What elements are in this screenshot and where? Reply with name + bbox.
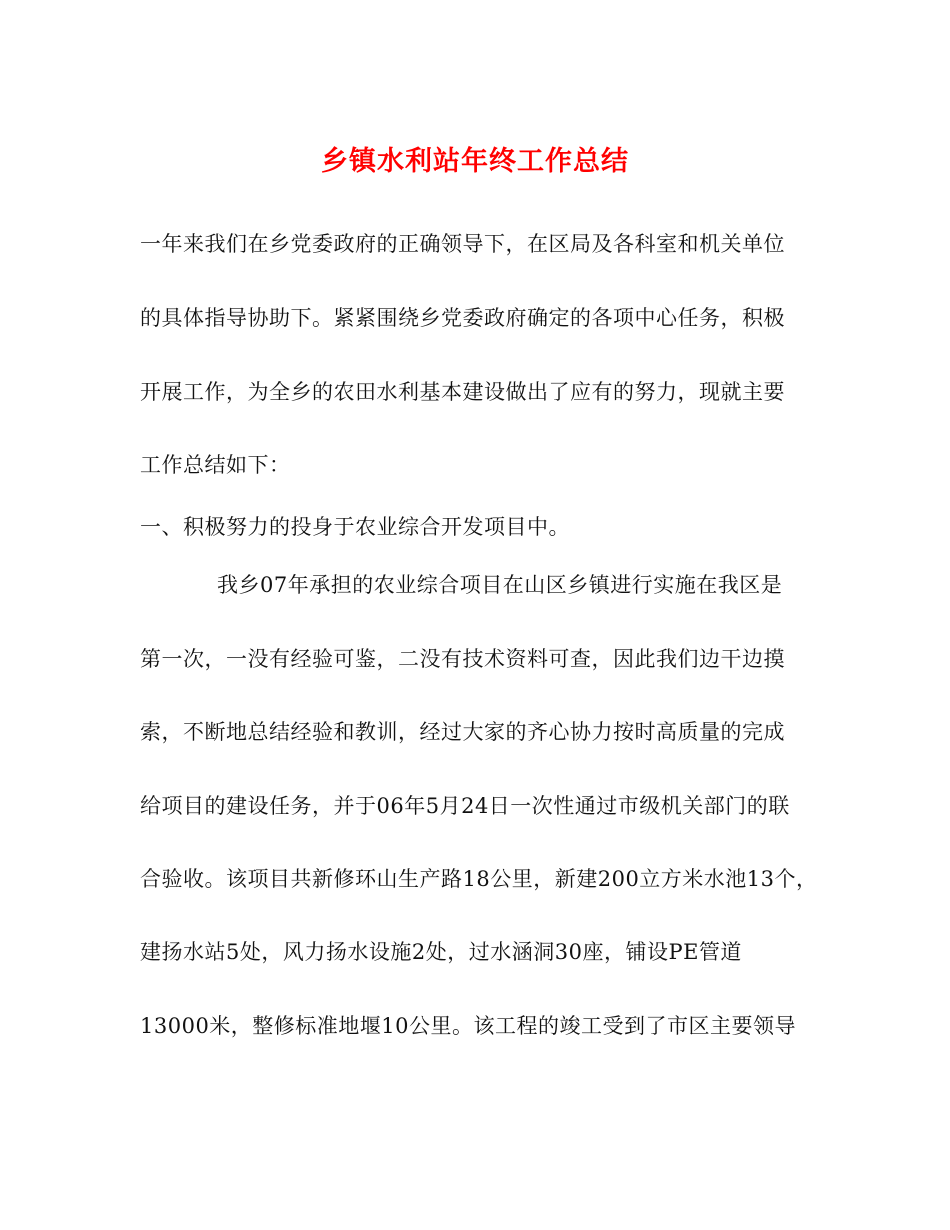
paragraph-line: 第一次，一没有经验可鉴，二没有技术资料可查，因此我们边干边摸 — [140, 647, 785, 671]
paragraph-line: 的具体指导协助下。紧紧围绕乡党委政府确定的各项中心任务，积极 — [140, 306, 785, 330]
paragraph-line: 开展工作，为全乡的农田水利基本建设做出了应有的努力，现就主要 — [140, 380, 785, 404]
paragraph-line: 合验收。该项目共新修环山生产路18公里，新建200立方米水池13个， — [140, 867, 818, 891]
section-heading: 一、积极努力的投身于农业综合开发项目中。 — [140, 515, 570, 539]
paragraph-line: 我乡07年承担的农业综合项目在山区乡镇进行实施在我区是 — [217, 573, 783, 597]
paragraph-line: 给项目的建设任务，并于06年5月24日一次性通过市级机关部门的联 — [140, 794, 790, 818]
paragraph-line: 13000米，整修标准地堰10公里。该工程的竣工受到了市区主要领导 — [140, 1014, 797, 1038]
paragraph-line: 一年来我们在乡党委政府的正确领导下，在区局及各科室和机关单位 — [140, 232, 785, 256]
paragraph-line: 建扬水站5处，风力扬水设施2处，过水涵洞30座，铺设PE管道 — [140, 940, 742, 964]
document-title: 乡镇水利站年终工作总结 — [321, 146, 629, 177]
paragraph-line: 索，不断地总结经验和教训，经过大家的齐心协力按时高质量的完成 — [140, 720, 785, 744]
paragraph-line: 工作总结如下： — [140, 453, 291, 477]
